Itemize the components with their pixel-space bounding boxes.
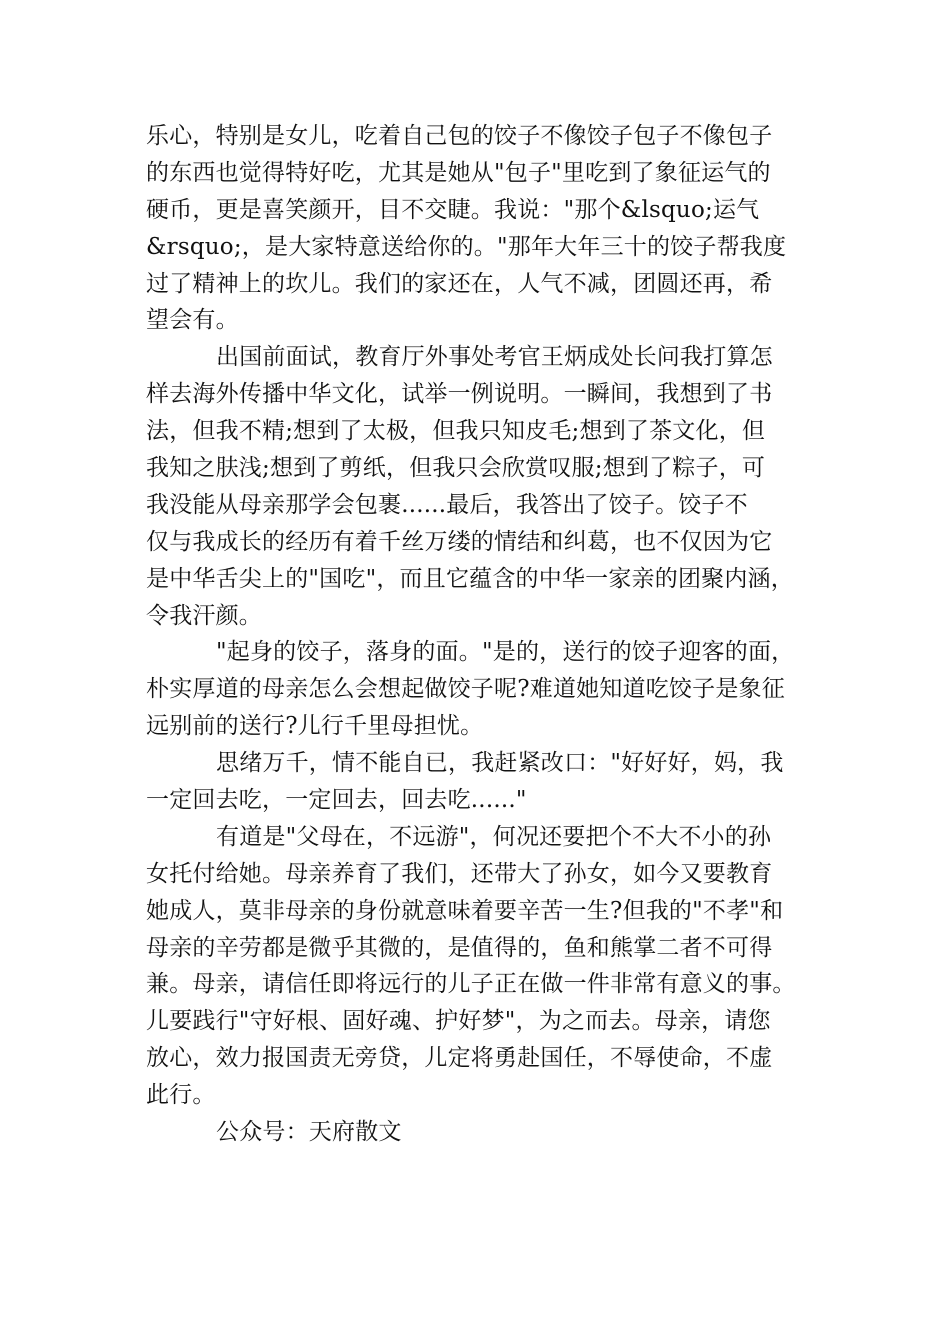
- text-line: 放心，效力报国责无旁贷，儿定将勇赴国任，不辱使命，不虚: [146, 1045, 773, 1072]
- paragraph-first-line: 公众号：天府散文: [216, 1119, 402, 1146]
- text-line: &rsquo;，是大家特意送给你的。"那年大年三十的饺子帮我度: [146, 233, 787, 260]
- text-line: 过了精神上的坎儿。我们的家还在，人气不减，团圆还再，希: [146, 270, 773, 297]
- text-line: 儿要践行"守好根、固好魂、护好梦"，为之而去。母亲，请您: [146, 1008, 771, 1035]
- text-line: 女托付给她。母亲养育了我们，还带大了孙女，如今又要教育: [146, 860, 773, 887]
- text-line: 乐心，特别是女儿，吃着自己包的饺子不像饺子包子不像包子: [146, 123, 773, 149]
- paragraph-first-line: 出国前面试，教育厅外事处考官王炳成处长问我打算怎: [216, 344, 773, 371]
- text-line: 她成人，莫非母亲的身份就意味着要辛苦一生?但我的"不孝"和: [146, 897, 784, 924]
- paragraph-first-line: 思绪万千，情不能自已，我赶紧改口："好好好，妈，我: [216, 750, 784, 777]
- text-line: 法，但我不精;想到了太极，但我只知皮毛;想到了茶文化，但: [146, 418, 766, 445]
- text-line: 令我汗颜。: [146, 602, 262, 629]
- text-line: 此行。: [146, 1082, 216, 1109]
- text-line: 是中华舌尖上的"国吃"，而且它蕴含的中华一家亲的团聚内涵，: [146, 565, 794, 592]
- text-line: 样去海外传播中华文化，试举一例说明。一瞬间，我想到了书: [146, 381, 773, 408]
- text-line: 我没能从母亲那学会包裹......最后，我答出了饺子。饺子不: [146, 491, 748, 518]
- text-line: 一定回去吃，一定回去，回去吃......": [146, 787, 527, 814]
- text-line: 望会有。: [146, 307, 239, 334]
- text-line: 我知之肤浅;想到了剪纸，但我只会欣赏叹服;想到了粽子，可: [146, 455, 766, 482]
- text-line: 远别前的送行?儿行千里母担忧。: [146, 713, 484, 740]
- text-line: 仅与我成长的经历有着千丝万缕的情结和纠葛，也不仅因为它: [146, 528, 773, 555]
- text-line: 朴实厚道的母亲怎么会想起做饺子呢?难道她知道吃饺子是象征: [146, 676, 785, 703]
- paragraph-first-line: "起身的饺子，落身的面。"是的，送行的饺子迎客的面，: [216, 639, 795, 666]
- text-line: 母亲的辛劳都是微乎其微的，是值得的，鱼和熊掌二者不可得: [146, 934, 773, 961]
- paragraph-first-line: 有道是"父母在，不远游"，何况还要把个不大不小的孙: [216, 823, 772, 850]
- text-line: 兼。母亲，请信任即将远行的儿子正在做一件非常有意义的事。: [146, 971, 796, 998]
- text-line: 硬币，更是喜笑颜开，目不交睫。我说："那个&lsquo;运气: [146, 196, 760, 223]
- body-text: [146, 118, 808, 1151]
- text-line: 的东西也觉得特好吃，尤其是她从"包子"里吃到了象征运气的: [146, 159, 771, 186]
